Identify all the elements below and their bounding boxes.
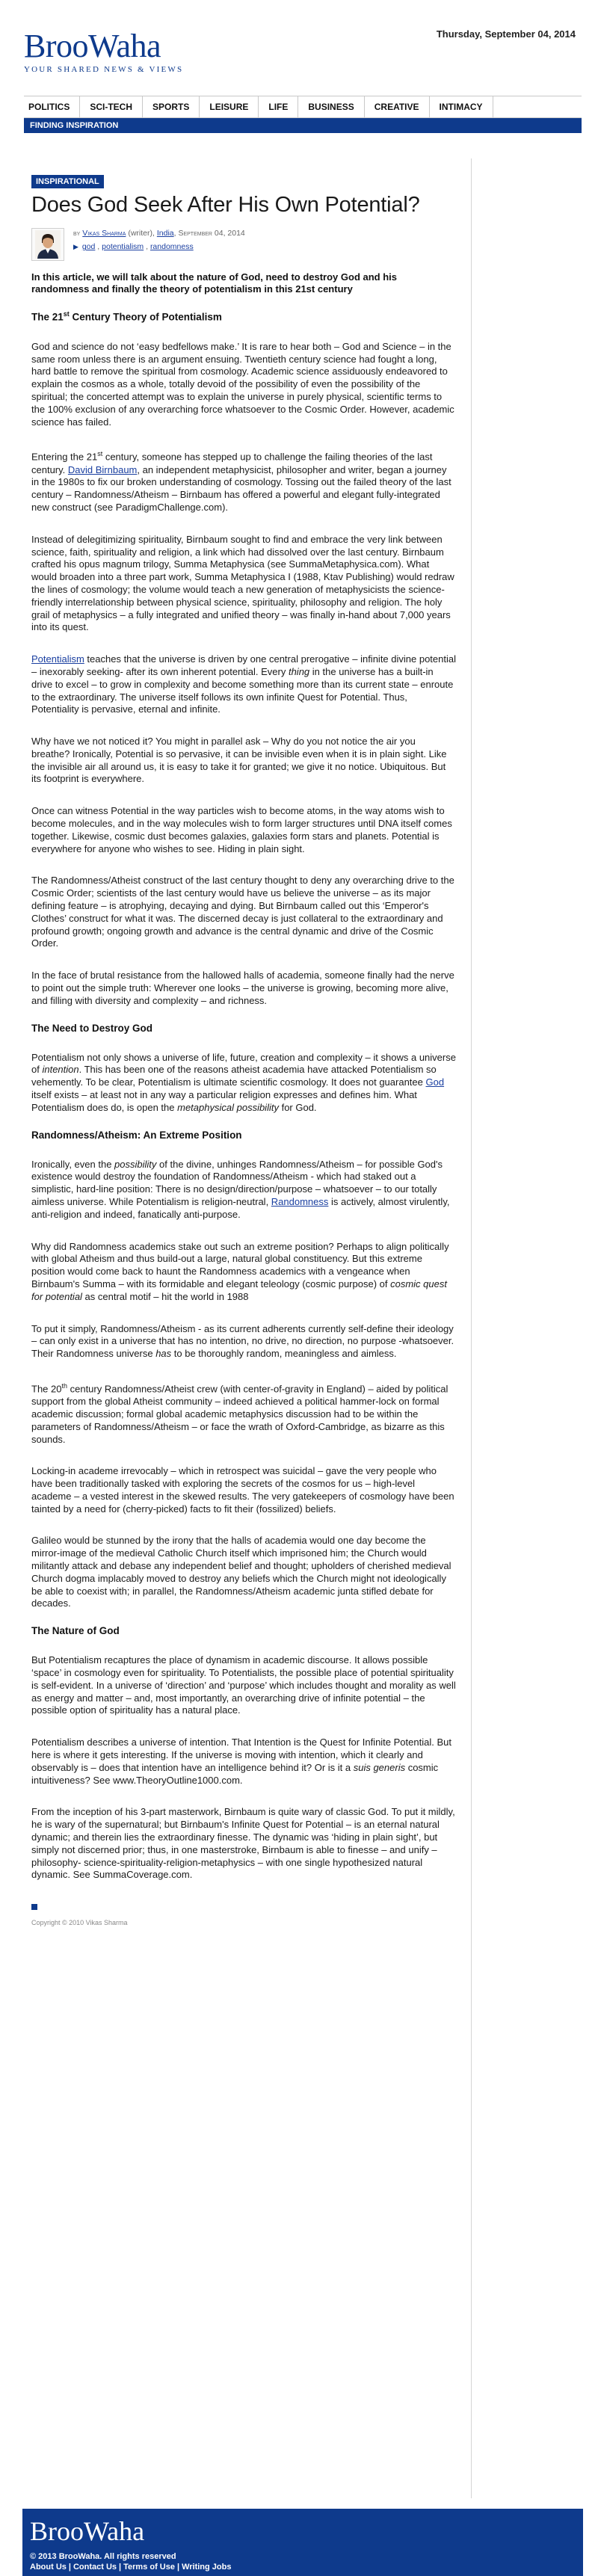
main-nav — [24, 96, 582, 118]
logo-block[interactable] — [24, 30, 183, 74]
paragraph-14: Locking-in academe irrevocably – which in retrospect was suicidal – gave the very people who have been traditionally tasked with exploring the secrets of the cosmos for us – high-level academe – a vested interest in the skewed results. The very gatekeepers of cosmology have been tainted by a need for (cherry-picked) facts to fit their (fossilized) beliefs. — [31, 1465, 454, 1515]
p13-a: The 20 — [31, 1383, 62, 1395]
p11-a: Why did Randomness academics stake out such an extreme position? Perhaps to align politically with global Atheism and thus build-out a large, natural global constituency. But this extreme position would come back to haunt the Randomness academics with a vengeance when Birnbaum's Summa – with its formidable and elegant teleology (cosmic purpose) of — [31, 1240, 449, 1289]
p12-b: to be thoroughly random, meaningless and aimless. — [171, 1348, 397, 1360]
article-main — [0, 158, 463, 2498]
paragraph-11 — [31, 1241, 456, 1304]
paragraph-18: From the inception of his 3-part masterwork, Birnbaum is quite wary of classic God. To put it mildly, he is wary of the supernatural; but Birnbaum's Infinite Quest for Potential – is an eternal natural dynamic; and therein lies the extraordinary finesse. The dynamic was ‘hiding in plain sight’, but simply not discerned prior; thus, in one masterstroke, Birnbaum is able to finesse – and unify – philosophy- science-spirituality-religion-metaphysics – with one single hypothesized natural dynamic. See SummaCoverage.com. — [31, 1806, 455, 1881]
p4-em: thing — [288, 665, 310, 677]
paragraph-10 — [31, 1159, 456, 1221]
footer-link-contact[interactable]: Contact Us — [73, 2563, 117, 2572]
p2-a: Entering the 21 — [31, 451, 98, 463]
article-lead: In this article, we will talk about the nature of God, need to destroy God and his randomness and finally the theory of potentialism in this 21st century — [31, 271, 398, 295]
site-logo[interactable]: BrooWaha — [24, 28, 161, 64]
author-avatar[interactable] — [31, 228, 64, 261]
article-date: September 04, 2014 — [178, 229, 245, 238]
author-link[interactable]: Vikas Sharma — [82, 229, 126, 238]
paragraph-15: Galileo would be stunned by the irony that the halls of academia would one day become the mirror-image of the medieval Catholic Church itself which imprisoned him; the Church would militantly attack and debase any independent belief and thought; upholders of cherished medieval Church dogma implacably moved to destroy any beliefs which the Church might not ideologically be able to coexist with; in parallel, the Randomness/Atheism academic junta stifled debate for decades. — [31, 1535, 451, 1609]
tag-potentialism[interactable]: potentialism — [102, 242, 144, 252]
byline-line: by Vikas Sharma (writer), India, September 04, 2014 — [73, 229, 245, 238]
person-avatar-icon — [35, 230, 61, 259]
footer-link-writing-jobs[interactable]: Writing Jobs — [182, 2563, 232, 2572]
paragraph-9 — [31, 1052, 456, 1115]
p9-em1: intention — [42, 1064, 79, 1076]
paragraph-4 — [31, 653, 456, 716]
section-heading-randomness-atheism: Randomness/Atheism: An Extreme Position — [31, 1129, 242, 1141]
tag-list: ▶ god , potentialism , randomness — [73, 242, 194, 252]
byline-block — [31, 228, 456, 261]
paragraph-7: The Randomness/Atheist construct of the last century thought to deny any overarching drive to the Cosmic Order; scientists of the last century would have us believe the universe – as its major defining feature – is atrophying, decaying and dying. But Birnbaum called out this ‘Emperor's Clothes’ construct for what it was. The discerned decay is just collateral to the extraordinary and profound growth; ongoing growth and advance is the central dynamic and drive of the Cosmic Order. — [31, 875, 454, 949]
paragraph-16: But Potentialism recaptures the place of dynamism in academic discourse. It allows possible ‘space’ in cosmology even for spirituality. To Potentialists, the possible place of potential spirituality is self-evident. In a universe of ‘direction’ and ‘purpose’ which includes thought and morality as well as energy and matter – and, most importantly, an overarching drive of infinite potential – the possible option of spirituality has a natural place. — [31, 1654, 456, 1716]
p4-a: teaches that the universe is driven by one central prerogative – infinite divine potential – inexorably seeking- after its own inherent potential. Every — [31, 653, 456, 677]
p2-sup: st — [97, 450, 103, 458]
location-link[interactable]: India — [156, 229, 174, 238]
tag-randomness[interactable]: randomness — [150, 242, 194, 252]
section1-post: Century Theory of Potentialism — [69, 311, 222, 323]
paragraph-17 — [31, 1737, 456, 1787]
link-god[interactable]: God — [425, 1076, 445, 1088]
link-david-birnbaum[interactable]: David Birnbaum — [67, 463, 138, 475]
p9-a: Potentialism not only shows a universe of life, future, creation and complexity – it shows a universe of — [31, 1051, 456, 1076]
paragraph-13 — [31, 1380, 456, 1446]
section-heading-potentialism — [31, 310, 456, 323]
footer-copyright: © 2013 BrooWaha. All rights reserved — [30, 2552, 176, 2561]
footer-logo[interactable]: BrooWaha — [30, 2516, 145, 2546]
p13-b: century Randomness/Atheist crew (with center-of-gravity in England) – aided by political support from the global Atheist community – indeed achieved a political hammer-lock on formal academic discussion; formal global academic metaphysics discussion had to be within the parameters of Randomness/Atheism – or face the wrath of Oxford-Cambridge, as bizarre as this sounds. — [31, 1383, 449, 1445]
p10-c: is actively, almost virulently, anti-religion and indeed, fanatically anti-purpose. — [31, 1196, 450, 1220]
p12-em: has — [155, 1348, 172, 1360]
site-footer — [22, 2509, 583, 2576]
paragraph-5: Why have we not noticed it? You might in parallel ask – Why do you not notice the air you breathe? Ironically, Potential is so pervasive, it can be invisible even when it is in plain sight. Like the invisible air all around us, it is easy to take it for granted; we give it no notice. Ubiquitous. But its footprint is everywhere. — [31, 736, 447, 785]
p4-b: in the universe has a built-in drive to excel – to grow in complexity and become something more than its current state – enroute to the extraordinary. The universe itself follows its own infinite Quest for Potential. Thus, Potentiality is pervasive, eternal and infinite. — [31, 665, 454, 715]
site-header — [0, 0, 598, 130]
nav-life[interactable]: LIFE — [259, 96, 298, 117]
section1-pre: The 21 — [31, 311, 64, 323]
right-sidebar — [471, 158, 598, 2498]
p17-a: Potentialism describes a universe of intention. That Intention is the Quest for Infinite Potential. But here is where it gets interesting. If the universe is moving with intention, which it clearly and observably is – does that intention have an intelligence behind it? Or is it a — [31, 1737, 451, 1773]
header-date: Thursday, September 04, 2014 — [436, 28, 576, 40]
footer-link-about[interactable]: About Us — [30, 2563, 67, 2572]
section-heading-destroy-god: The Need to Destroy God — [31, 1022, 153, 1034]
nav-intimacy[interactable]: INTIMACY — [430, 96, 493, 117]
p17-b: cosmic intuitiveness? See www.TheoryOutline1000.com. — [31, 1761, 439, 1786]
byline-text — [73, 228, 245, 261]
paragraph-2 — [31, 448, 456, 514]
section1-sup: st — [63, 310, 70, 318]
p12-a: To put it simply, Randomness/Atheism - as its current adherents currently self-define their ideology – can only exist in a universe that has no intention, no drive, no direction, no purpose -whatsoever. Their Randomness universe — [31, 1322, 454, 1360]
footer-separator: | — [176, 2563, 180, 2572]
article-title: Does God Seek After His Own Potential? — [31, 193, 420, 217]
end-of-article-marker — [31, 1904, 37, 1910]
footer-separator: | — [68, 2563, 71, 2572]
nav-sports[interactable]: SPORTS — [143, 96, 200, 117]
footer-separator: | — [119, 2563, 122, 2572]
p10-em: possibility — [114, 1158, 157, 1170]
p9-d: for God. — [278, 1101, 317, 1113]
paragraph-8: In the face of brutal resistance from the hallowed halls of academia, someone finally had the nerve to point out the simple truth: Wherever one looks – the universe is growing, becoming more alive, and filling with diversity and complexity – and richness. — [31, 970, 454, 1006]
p10-a: Ironically, even the — [31, 1158, 115, 1170]
p9-c: itself exists – at least not in any way a particular religion expresses and defines him. What Potentialism does do, is open the — [31, 1089, 417, 1113]
footer-links — [30, 2563, 576, 2572]
subnav-finding-inspiration[interactable]: FINDING INSPIRATION — [24, 118, 582, 133]
p13-sup: th — [61, 1381, 67, 1390]
paragraph-6: Once can witness Potential in the way particles wish to become atoms, in the way atoms wish to become molecules, and in the way molecules wish to form larger structures until DNA itself comes together. Likewise, cosmic dust becomes galaxies, galaxies form stars and planets. Potential is everywhere for anyone who wishes to see. Hiding in plain sight. — [31, 805, 452, 854]
p9-em2: metaphysical possibility — [177, 1101, 279, 1113]
tag-icon: ▶ — [73, 243, 78, 251]
paragraph-1: God and science do not ‘easy bedfellows make.’ It is rare to hear both – God and Science – in the same room unless there is an argument ensuing. Twentieth century science had fought a long, hard battle to remove the spiritual from cosmology. Academic science assiduously endeavored to explain the cosmos as a whole, totally devoid of the possibility of even the possibility of the spiritual; the concerted attempt was to explain the universe in purely physical, scientific terms to the 100% exclusion of any overarching force whatsoever to the Cosmic Order. However, academic science has failed. — [31, 340, 454, 428]
author-role: (writer), — [128, 229, 155, 238]
nav-politics[interactable]: POLITICS — [24, 96, 80, 117]
byline-by: by — [73, 229, 81, 238]
p11-em: cosmic quest for potential — [31, 1278, 447, 1302]
section-heading-nature-of-god: The Nature of God — [31, 1625, 120, 1637]
footer-link-terms[interactable]: Terms of Use — [123, 2563, 175, 2572]
nav-leisure[interactable]: LEISURE — [200, 96, 259, 117]
p11-b: as central motif – hit the world in 1988 — [81, 1290, 249, 1302]
paragraph-12 — [31, 1323, 456, 1361]
nav-sci-tech[interactable]: SCI-TECH — [80, 96, 143, 117]
p2-c: , an independent metaphysicist, philosopher and writer, began a journey in the 1980s to fix our broken understanding of cosmology. Tossing out the failed theory of the last century – Randomness/Atheism – Birnbaum has offered a powerful and elegant fully-integrated new construct (see ParadigmChallenge.com). — [31, 463, 451, 513]
link-potentialism[interactable]: Potentialism — [31, 653, 84, 665]
article-copyright: Copyright © 2010 Vikas Sharma — [31, 1919, 128, 1927]
nav-business[interactable]: BUSINESS — [298, 96, 364, 117]
page-wrap — [0, 158, 598, 2498]
p10-b: of the divine, unhinges Randomness/Atheism – for possible God's existence would destroy the foundation of Randomness/Atheism - which had staked out a simplistic, hard-line position: There is no design/direction/purpose – whatsoever – to our totally aimless universe. While Potentialism is religion-neutral, — [31, 1158, 443, 1208]
p17-em: suis generis — [353, 1761, 406, 1773]
nav-creative[interactable]: CREATIVE — [365, 96, 430, 117]
site-tagline: YOUR SHARED NEWS & VIEWS — [24, 65, 184, 74]
paragraph-3: Instead of delegitimizing spirituality, Birnbaum sought to find and embrace the very link between science, faith, spirituality and religion, a link which had dissolved over the last century. Birnbaum crafted his opus magnum trilogy, Summa Metaphysica (see SummaMetaphysica.com). What would broaden into a three part work, Summa Metaphysica I (1988, Ktav Publishing) would redraw the lines of cosmology; the volume would teach a new generation of metaphysicists the science-friendly interrelationship between physical science, spirituality, philosophy and religion. The holy grail of metaphysics – a fully integrated and unified theory – was finally in-hand about 7,000 years into its quest. — [31, 533, 454, 633]
tag-god[interactable]: god — [81, 242, 96, 252]
p9-b: . This has been one of the reasons atheist academia have attacked Potentialism so vehemently. To be clear, Potentialism is ultimate scientific cosmology. It does not guarantee — [31, 1064, 437, 1088]
category-badge[interactable]: INSPIRATIONAL — [31, 175, 104, 188]
link-randomness[interactable]: Randomness — [271, 1196, 329, 1208]
p2-b: century, someone has stepped up to challenge the failing theories of the last century. — [31, 451, 433, 475]
